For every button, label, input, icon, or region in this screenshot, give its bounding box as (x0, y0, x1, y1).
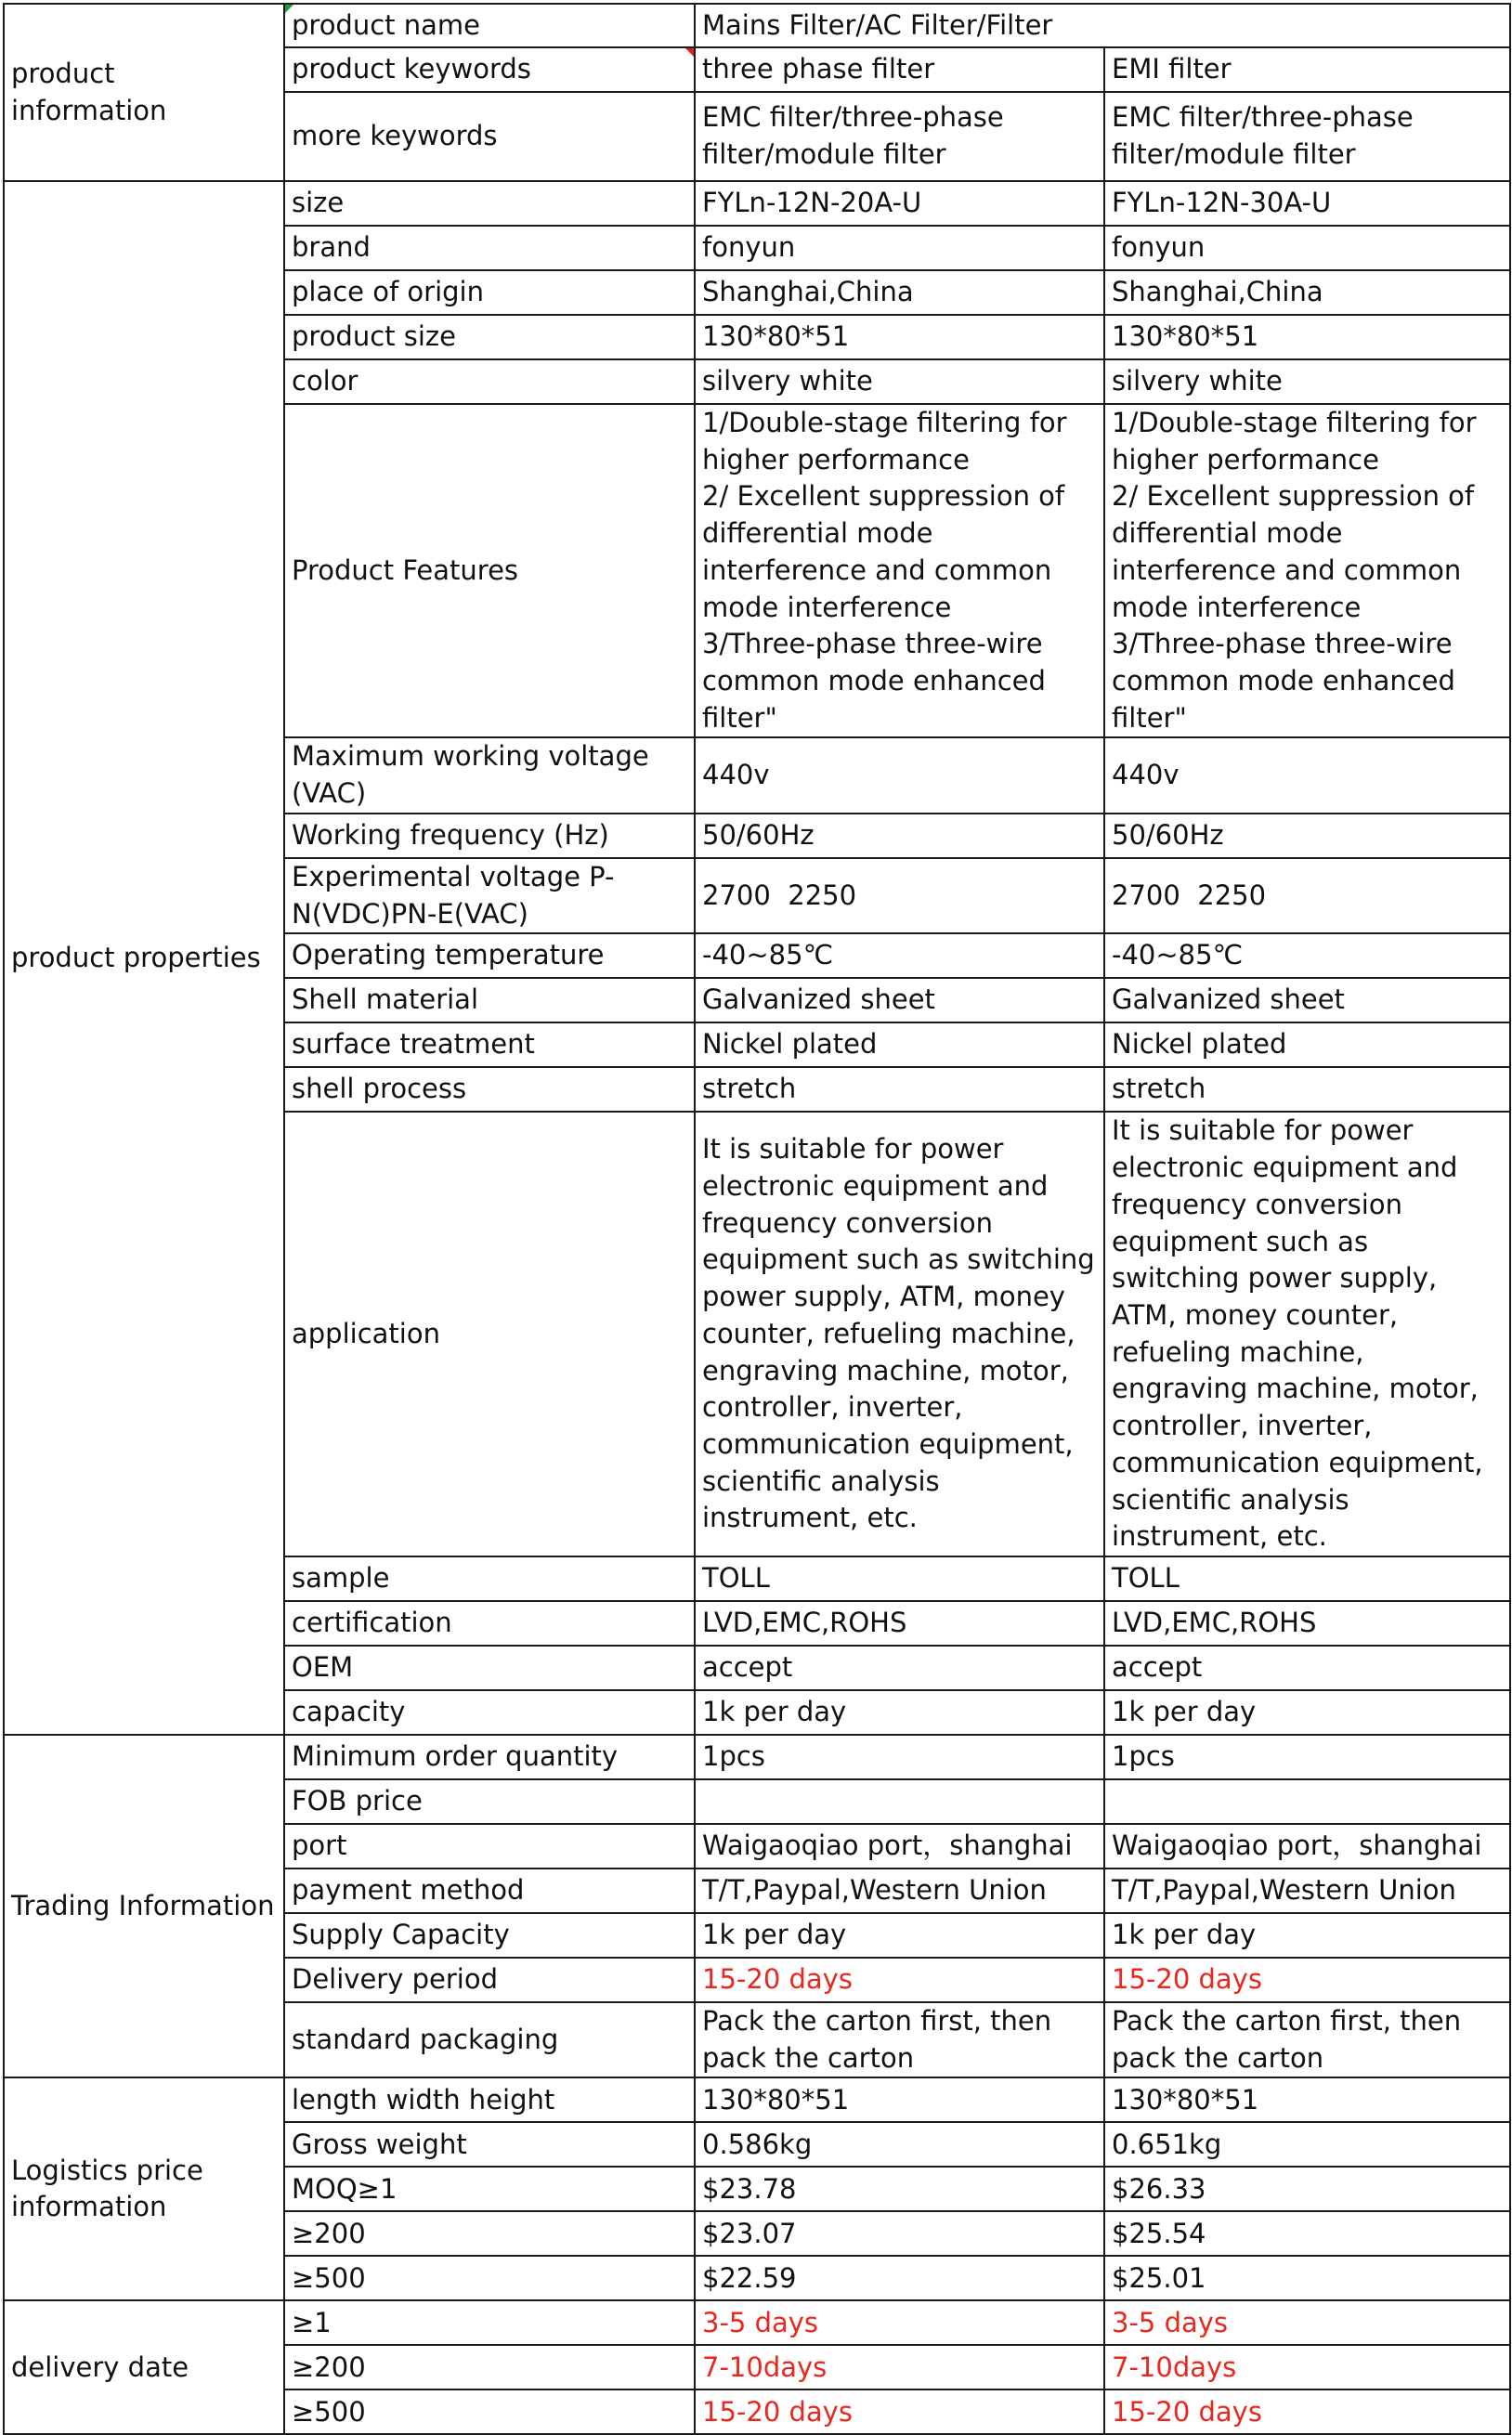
table-row (4, 1735, 1510, 1779)
cell-value-a: EMC filter/three-phase filter/module filter (695, 92, 1104, 181)
cell-value-b: 1k per day (1104, 1913, 1510, 1958)
cell-value-b: stretch (1104, 1067, 1510, 1112)
cell-value-b: 50/60Hz (1104, 814, 1510, 858)
row-label: standard packaging (284, 2002, 695, 2077)
cell-value-b: EMC filter/three-phase filter/module filter (1104, 92, 1510, 181)
label-text: product keywords (292, 53, 531, 85)
cell-value: Mains Filter/AC Filter/Filter (695, 4, 1510, 47)
cell-value-a: 50/60Hz (695, 814, 1104, 858)
cell-value-a: 1k per day (695, 1690, 1104, 1735)
row-label: FOB price (284, 1779, 695, 1824)
cell-value-a: $23.78 (695, 2167, 1104, 2211)
cell-value-b: T/T,Paypal,Western Union (1104, 1869, 1510, 1913)
row-label: sample (284, 1556, 695, 1601)
group-product-properties: product properties (4, 181, 284, 1735)
cell-value-b: Shanghai,China (1104, 270, 1510, 315)
cell-value-a: FYLn-12N-20A-U (695, 181, 1104, 226)
cell-value-a: 130*80*51 (695, 2077, 1104, 2122)
cell-value-a: 15-20 days (695, 2389, 1104, 2434)
cell-value-a: 1/Double-stage filtering for higher performance 2/ Excellent suppression of differential mode interference and common mode interference 3/Three-phase three-wire common mode enhanced filter" (695, 404, 1104, 737)
cell-value-b: silvery white (1104, 359, 1510, 404)
spec-table (3, 3, 1511, 2435)
row-label: ≥200 (284, 2211, 695, 2256)
row-label: ≥500 (284, 2256, 695, 2300)
row-label: Gross weight (284, 2122, 695, 2167)
comment-marker-icon (284, 4, 294, 14)
row-label: Shell material (284, 978, 695, 1022)
row-label: ≥1 (284, 2300, 695, 2345)
cell-value-a: Pack the carton first, then pack the carton (695, 2002, 1104, 2077)
cell-value-b: 1k per day (1104, 1690, 1510, 1735)
cell-value-b: 2700 2250 (1104, 858, 1510, 933)
cell-value-b: $25.54 (1104, 2211, 1510, 2256)
cell-value-a: stretch (695, 1067, 1104, 1112)
row-label: port (284, 1824, 695, 1869)
comment-marker-icon (684, 47, 695, 58)
cell-value-a: TOLL (695, 1556, 1104, 1601)
row-label: Product Features (284, 404, 695, 737)
row-label: certification (284, 1601, 695, 1646)
cell-value-b: LVD,EMC,ROHS (1104, 1601, 1510, 1646)
table-row (4, 181, 1510, 226)
row-label: place of origin (284, 270, 695, 315)
row-label: MOQ≥1 (284, 2167, 695, 2211)
cell-value-b: fonyun (1104, 226, 1510, 270)
cell-value-a: fonyun (695, 226, 1104, 270)
cell-value-a: 2700 2250 (695, 858, 1104, 933)
group-logistics-price-information: Logistics price information (4, 2077, 284, 2300)
cell-value-b: accept (1104, 1646, 1510, 1690)
row-label: Maximum working voltage (VAC) (284, 737, 695, 813)
cell-value-b: 7-10days (1104, 2345, 1510, 2389)
cell-value-b: Nickel plated (1104, 1022, 1510, 1067)
cell-value-b: 130*80*51 (1104, 2077, 1510, 2122)
cell-value-b: 130*80*51 (1104, 315, 1510, 359)
cell-value-b: 440v (1104, 737, 1510, 813)
row-label: Supply Capacity (284, 1913, 695, 1958)
row-label: capacity (284, 1690, 695, 1735)
cell-value-a: accept (695, 1646, 1104, 1690)
cell-value-a: three phase filter (695, 47, 1104, 92)
cell-value-a: $22.59 (695, 2256, 1104, 2300)
row-label: brand (284, 226, 695, 270)
cell-value-b: $26.33 (1104, 2167, 1510, 2211)
cell-value-a: Galvanized sheet (695, 978, 1104, 1022)
row-label (284, 4, 695, 47)
cell-value-b: 15-20 days (1104, 1958, 1510, 2002)
row-label (284, 47, 695, 92)
cell-value-a: 3-5 days (695, 2300, 1104, 2345)
row-label: Delivery period (284, 1958, 695, 2002)
cell-value-b: Pack the carton first, then pack the carton (1104, 2002, 1510, 2077)
row-label: size (284, 181, 695, 226)
cell-value-a: 1k per day (695, 1913, 1104, 1958)
cell-value-a: LVD,EMC,ROHS (695, 1601, 1104, 1646)
cell-value-a: Shanghai,China (695, 270, 1104, 315)
row-label: ≥200 (284, 2345, 695, 2389)
row-label: OEM (284, 1646, 695, 1690)
cell-value-b: Waigaoqiao port，shanghai (1104, 1824, 1510, 1869)
row-label: payment method (284, 1869, 695, 1913)
table-row (4, 2077, 1510, 2122)
group-delivery-date: delivery date (4, 2300, 284, 2434)
row-label: more keywords (284, 92, 695, 181)
row-label: product size (284, 315, 695, 359)
cell-value-b: TOLL (1104, 1556, 1510, 1601)
cell-value-a: 130*80*51 (695, 315, 1104, 359)
cell-value-a: 1pcs (695, 1735, 1104, 1779)
cell-value-b: FYLn-12N-30A-U (1104, 181, 1510, 226)
row-label: surface treatment (284, 1022, 695, 1067)
cell-value-b: -40~85℃ (1104, 933, 1510, 978)
row-label: application (284, 1112, 695, 1556)
cell-value-a: silvery white (695, 359, 1104, 404)
row-label: Minimum order quantity (284, 1735, 695, 1779)
cell-value-b: 3-5 days (1104, 2300, 1510, 2345)
row-label: length width height (284, 2077, 695, 2122)
table-row (4, 2300, 1510, 2345)
cell-value-a: 7-10days (695, 2345, 1104, 2389)
cell-value-b: 1pcs (1104, 1735, 1510, 1779)
table-row (4, 4, 1510, 47)
cell-value-b (1104, 1779, 1510, 1824)
cell-value-b: EMI filter (1104, 47, 1510, 92)
cell-value-b: It is suitable for power electronic equipment and frequency conversion equipment such as switching power supply, ATM, money counter, refueling machine, engraving machine, motor, controller, inverter, communication equipment, scientific analysis instrument, etc. (1104, 1112, 1510, 1556)
cell-value-a: 0.586kg (695, 2122, 1104, 2167)
label-text: product name (292, 8, 480, 41)
row-label: ≥500 (284, 2389, 695, 2434)
row-label: Working frequency (Hz) (284, 814, 695, 858)
cell-value-a: It is suitable for power electronic equipment and frequency conversion equipment such as switching power supply, ATM, money counter, refueling machine, engraving machine, motor, controller, inverter, communication equipment, scientific analysis instrument, etc. (695, 1112, 1104, 1556)
row-label: color (284, 359, 695, 404)
cell-value-a: -40~85℃ (695, 933, 1104, 978)
cell-value-a: 440v (695, 737, 1104, 813)
cell-value-b: $25.01 (1104, 2256, 1510, 2300)
row-label: Experimental voltage P-N(VDC)PN-E(VAC) (284, 858, 695, 933)
cell-value-a: Nickel plated (695, 1022, 1104, 1067)
cell-value-b: Galvanized sheet (1104, 978, 1510, 1022)
group-trading-information: Trading Information (4, 1735, 284, 2077)
cell-value-b: 1/Double-stage filtering for higher performance 2/ Excellent suppression of differential mode interference and common mode interference 3/Three-phase three-wire common mode enhanced filter" (1104, 404, 1510, 737)
cell-value-a: 15-20 days (695, 1958, 1104, 2002)
row-label: Operating temperature (284, 933, 695, 978)
cell-value-a: Waigaoqiao port，shanghai (695, 1824, 1104, 1869)
group-product-information: product information (4, 4, 284, 181)
cell-value-a (695, 1779, 1104, 1824)
cell-value-a: T/T,Paypal,Western Union (695, 1869, 1104, 1913)
cell-value-b: 0.651kg (1104, 2122, 1510, 2167)
cell-value-a: $23.07 (695, 2211, 1104, 2256)
cell-value-b: 15-20 days (1104, 2389, 1510, 2434)
row-label: shell process (284, 1067, 695, 1112)
